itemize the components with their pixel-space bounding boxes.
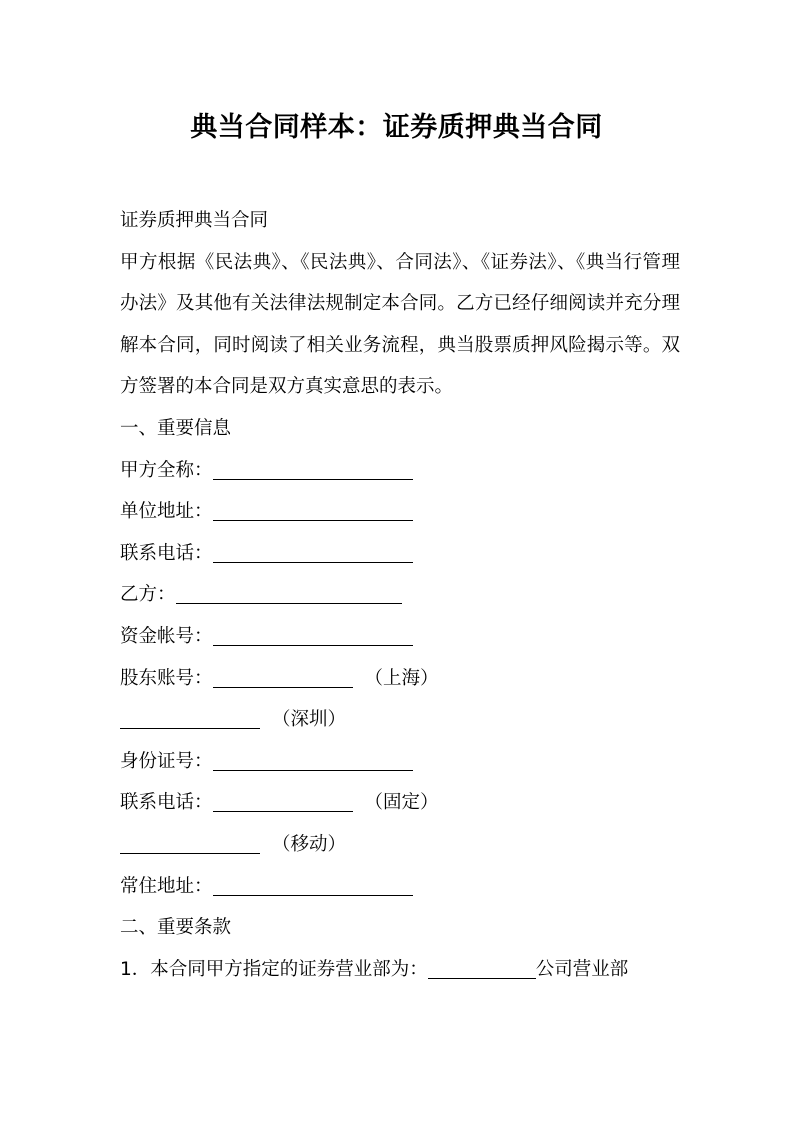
fill-blank: [213, 665, 353, 688]
phone-type-fixed: （固定）: [364, 792, 439, 814]
field-party-a-name: [120, 450, 680, 492]
field-label: 资金帐号：: [120, 625, 213, 647]
contract-subtitle: 证券质押典当合同: [120, 210, 269, 231]
document-body: [120, 200, 680, 990]
field-unit-address: [120, 491, 680, 533]
clause-text: 1．本合同甲方指定的证券营业部为：: [120, 958, 428, 980]
field-shareholder-account: [120, 658, 680, 700]
fill-blank: [213, 498, 413, 521]
section-heading-2: 二、重要条款: [120, 917, 232, 939]
fill-blank: [176, 581, 402, 604]
field-contact-phone-mobile: [120, 824, 680, 866]
fill-blank: [428, 956, 536, 979]
fill-blank: [120, 706, 260, 729]
market-label-shenzhen: （深圳）: [272, 709, 347, 731]
field-label: 单位地址：: [120, 501, 213, 523]
fill-blank: [213, 748, 413, 771]
clause-1: [120, 949, 680, 991]
document-title: 典当合同样本：证券质押典当合同: [190, 112, 603, 143]
fill-blank: [120, 831, 260, 854]
field-party-b: [120, 574, 680, 616]
field-contact-phone-a: [120, 533, 680, 575]
fill-blank: [213, 623, 413, 646]
fill-blank: [213, 873, 413, 896]
field-label: 联系电话：: [120, 542, 213, 564]
field-label: 身份证号：: [120, 750, 213, 772]
field-label: 股东账号：: [120, 667, 213, 689]
section-heading-1: 一、重要信息: [120, 417, 232, 439]
fill-blank: [213, 789, 353, 812]
field-label: 甲方全称：: [120, 459, 213, 481]
field-id-number: [120, 741, 680, 783]
field-shareholder-account-sz: [120, 699, 680, 741]
phone-type-mobile: （移动）: [272, 833, 347, 855]
fill-blank: [213, 540, 413, 563]
market-label-shanghai: （上海）: [364, 667, 439, 689]
field-label: 联系电话：: [120, 792, 213, 814]
fill-blank: [213, 457, 413, 480]
field-label: 乙方：: [120, 584, 176, 606]
field-fund-account: [120, 616, 680, 658]
field-label: 常住地址：: [120, 875, 213, 897]
field-contact-phone-b: [120, 782, 680, 824]
clause-suffix: 公司营业部: [535, 958, 629, 980]
field-residence: [120, 866, 680, 908]
intro-paragraph: 甲方根据《民法典》、《民法典》、合同法》、《证券法》、《典当行管理办法》及其他有关法律法规制定本合同。乙方已经仔细阅读并充分理解本合同，同时阅读了相关业务流程，典当股票质押风险揭示等。双方签署的本合同是双方真实意思的表示。: [120, 251, 680, 398]
